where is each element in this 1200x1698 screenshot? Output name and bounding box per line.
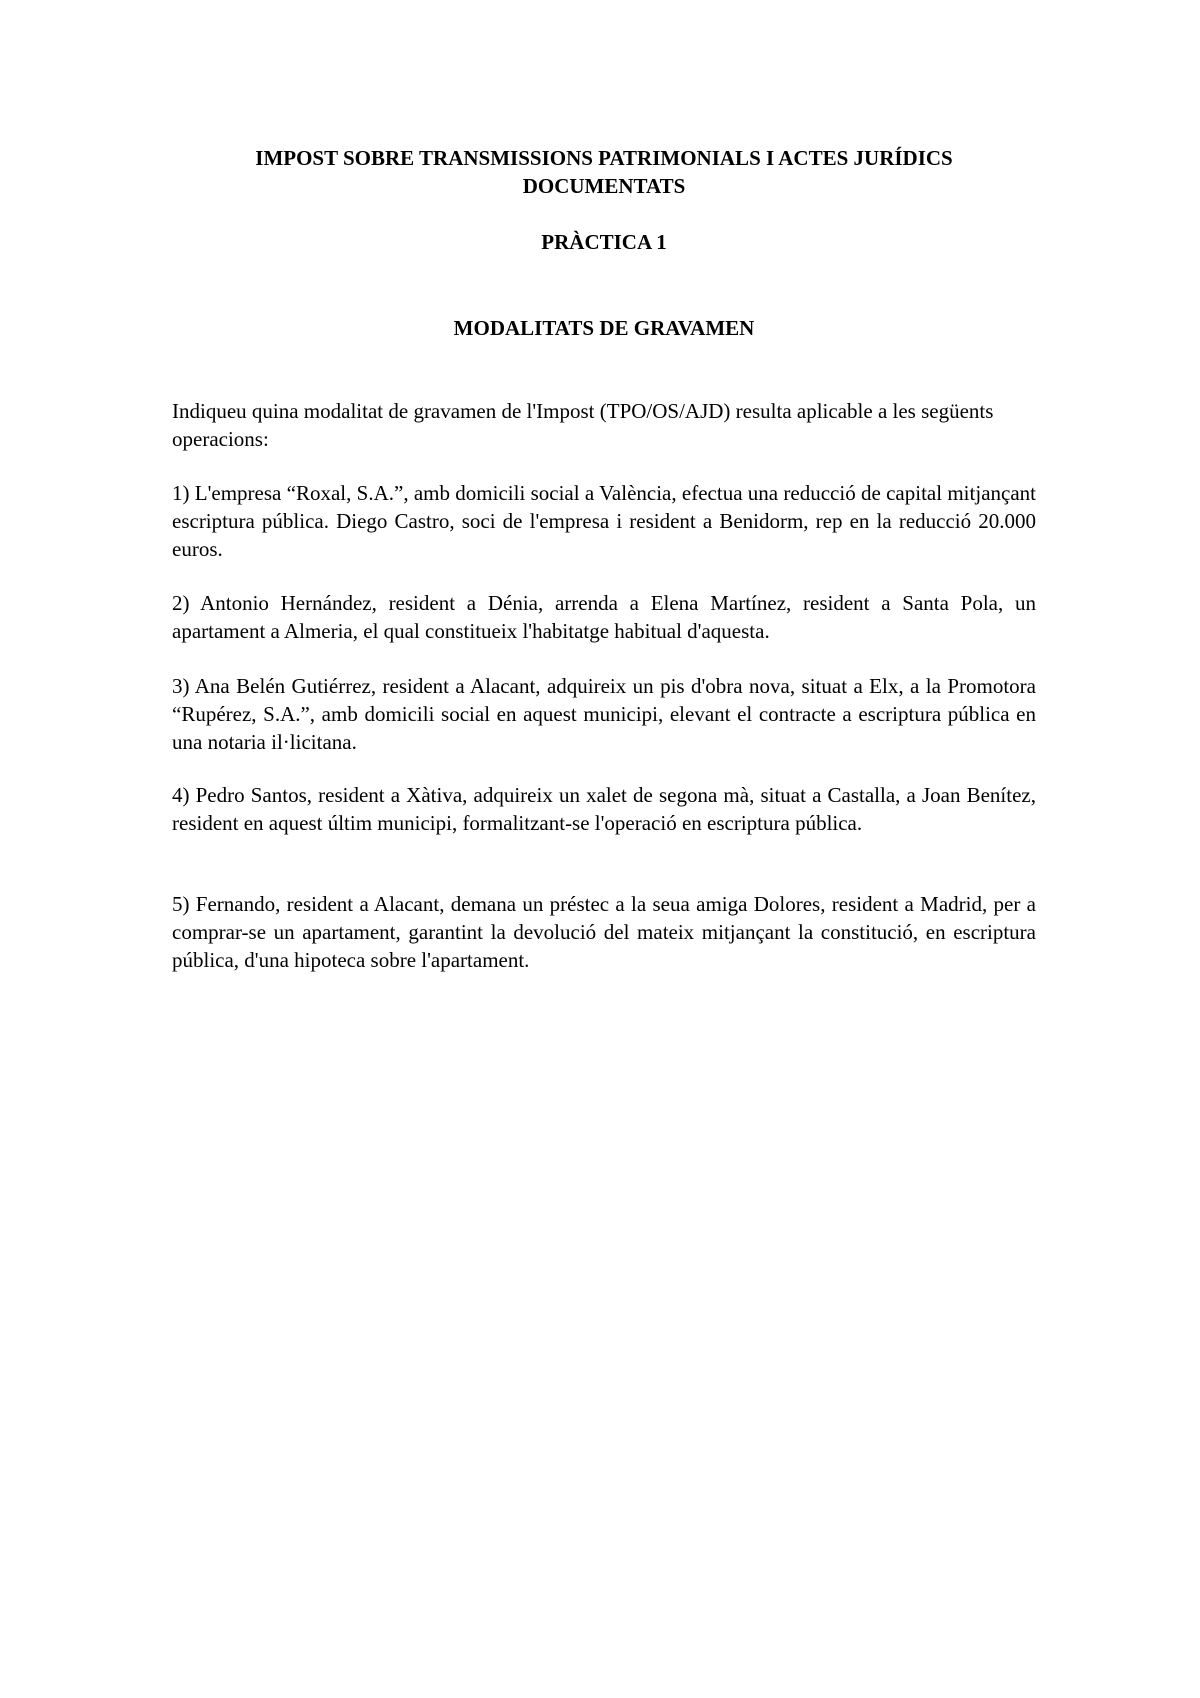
operation-item-2: 2) Antonio Hernández, resident a Dénia, arrenda a Elena Martínez, resident a Santa Pola, un apartament a Almeria, el qual constitueix l'habitatge habitual d'aquesta. [172, 591, 1036, 643]
document-page [172, 0, 1036, 1698]
document-title: IMPOST SOBRE TRANSMISSIONS PATRIMONIALS I ACTES JURÍDICS DOCUMENTATS [255, 146, 953, 198]
operation-item-3: 3) Ana Belén Gutiérrez, resident a Alacant, adquireix un pis d'obra nova, situat a Elx, a la Promotora “Rupérez, S.A.”, amb domicili social en aquest municipi, elevant el contracte a escriptura pública en una notaria il·licitana. [172, 674, 1036, 754]
operation-item-4: 4) Pedro Santos, resident a Xàtiva, adquireix un xalet de segona mà, situat a Castalla, a Joan Benítez, resident en aquest últim municipi, formalitzant-se l'operació en escriptura pública. [172, 783, 1036, 835]
practica-heading: PRÀCTICA 1 [541, 230, 667, 254]
operation-item-1: 1) L'empresa “Roxal, S.A.”, amb domicili social a València, efectua una reducció de capital mitjançant escriptura pública. Diego Castro, soci de l'empresa i resident a Benidorm, rep en la reducció 20.000 euros. [172, 481, 1036, 561]
intro-paragraph: Indiqueu quina modalitat de gravamen de l'Impost (TPO/OS/AJD) resulta aplicable a les següents operacions: [172, 399, 994, 451]
operation-item-5: 5) Fernando, resident a Alacant, demana un préstec a la seua amiga Dolores, resident a Madrid, per a comprar-se un apartament, garantint la devolució del mateix mitjançant la constitució, en escriptura pública, d'una hipoteca sobre l'apartament. [172, 892, 1036, 972]
section-heading: MODALITATS DE GRAVAMEN [453, 316, 755, 340]
